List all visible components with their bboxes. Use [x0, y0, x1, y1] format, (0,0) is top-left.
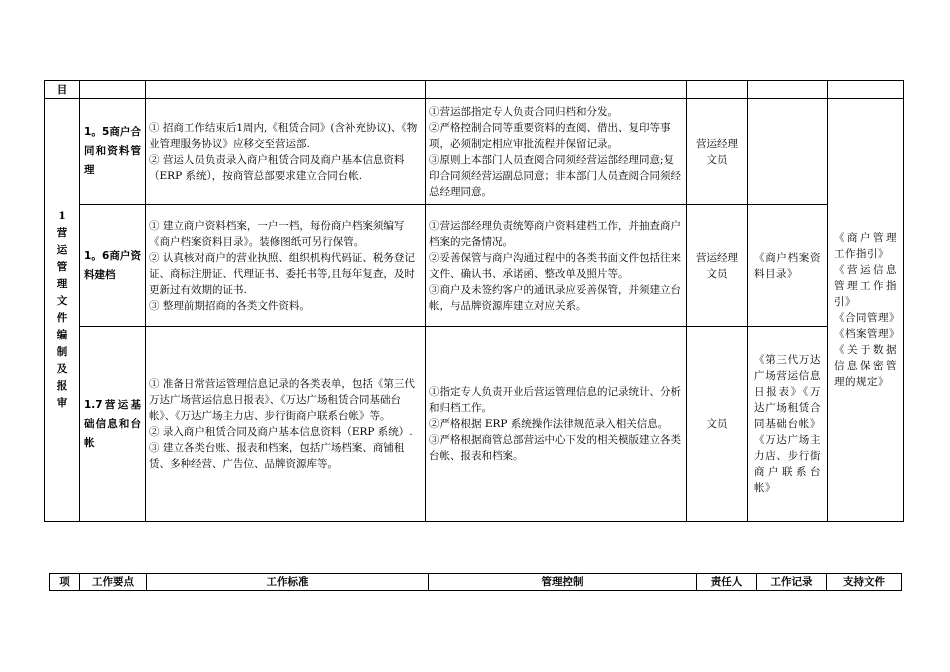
header-work-point: 工作要点	[80, 574, 147, 591]
work-point: 1。6商户资料建档	[80, 205, 146, 327]
work-record: 《商户档案资料目录》	[748, 205, 828, 327]
header-work-standard: 工作标准	[147, 574, 429, 591]
management-control: ①指定专人负责开业后营运管理信息的记录统计、分析和归档工作。 ②严格根据 ERP 系统操作法律规范录入相关信息。 ③严格根据商管总部营运中心下发的相关模版建立各类台帐、报表和档案。	[426, 327, 687, 522]
table-header-cut-row	[45, 81, 904, 99]
header-responsible: 责任人	[697, 574, 757, 591]
work-record: 《第三代万达广场营运信息日报表》《万达广场租赁合同基础台帐》《万达广场主力店、步行街商户联系台帐》	[748, 327, 828, 522]
work-record	[748, 99, 828, 205]
work-standard: ① 建立商户资料档案，一户一档，每份商户档案须编写《商户档案资料目录》。装修图纸可另行保管。 ② 认真核对商户的营业执照、组织机构代码证、税务登记证、商标注册证、代理证书、委托书等,且每年复查，及时更新过有效期的证书. ③ 整理前期招商的各类文件资料。	[146, 205, 426, 327]
section-header-cut: 目	[45, 81, 80, 99]
responsible-person: 文员	[687, 327, 748, 522]
header-work-record: 工作记录	[757, 574, 827, 591]
responsible-person: 营运经理 文员	[687, 99, 748, 205]
table-row	[45, 327, 904, 522]
responsible-person: 营运经理 文员	[687, 205, 748, 327]
table-row	[45, 99, 904, 205]
header-support-files: 支持文件	[827, 574, 902, 591]
management-control: ①营运部经理负责统筹商户资料建档工作，并抽查商户档案的完备情况。 ②妥善保管与商户沟通过程中的各类书面文件包括往来文件、确认书、承诺函、整改单及照片等。 ③商户及未签约客户的通讯录应妥善保管，并须建立台帐，与品牌资源库建立对应关系。	[426, 205, 687, 327]
procedure-table	[44, 80, 904, 522]
section-label: 1 营 运 管 理 文 件 编 制 及 报 审	[45, 99, 80, 522]
header-item: 项	[50, 574, 80, 591]
work-point: 1.7营运基础信息和台帐	[80, 327, 146, 522]
work-standard: ① 准备日常营运管理信息记录的各类表单，包括《第三代万达广场营运信息日报表》、《万达广场租赁合同基础台帐》、《万达广场主力店、步行街商户联系台帐》等。 ② 录入商户租赁合同及商户基本信息资料（ERP 系统）. ③ 建立各类台账、报表和档案，包括广场档案、商铺租赁、多种经营、广告位、品牌资源库等。	[146, 327, 426, 522]
support-files: 《商户管理工作指引》 《营运信息管理工作指引》 《合同管理》 《档案管理》 《关于数据信息保密管理的规定》	[828, 99, 904, 522]
header-management-control: 管理控制	[429, 574, 697, 591]
management-control: ①营运部指定专人负责合同归档和分发。 ②严格控制合同等重要资料的查阅、借出、复印等事项，必须制定相应审批流程并保留记录。 ③原则上本部门人员查阅合同须经营运部经理同意;复印合同须经营运副总同意；非本部门人员查阅合同须经总经理同意。	[426, 99, 687, 205]
work-standard: ① 招商工作结束后1周内,《租赁合同》(含补充协议)、《物业管理服务协议》应移交至营运部. ② 营运人员负责录入商户租赁合同及商户基本信息资料（ERP 系统），按商管总部要求建立合同台帐.	[146, 99, 426, 205]
table-row	[45, 205, 904, 327]
next-page-header	[49, 573, 902, 591]
table-header-row	[50, 574, 902, 591]
work-point: 1。5商户合同和资料管理	[80, 99, 146, 205]
